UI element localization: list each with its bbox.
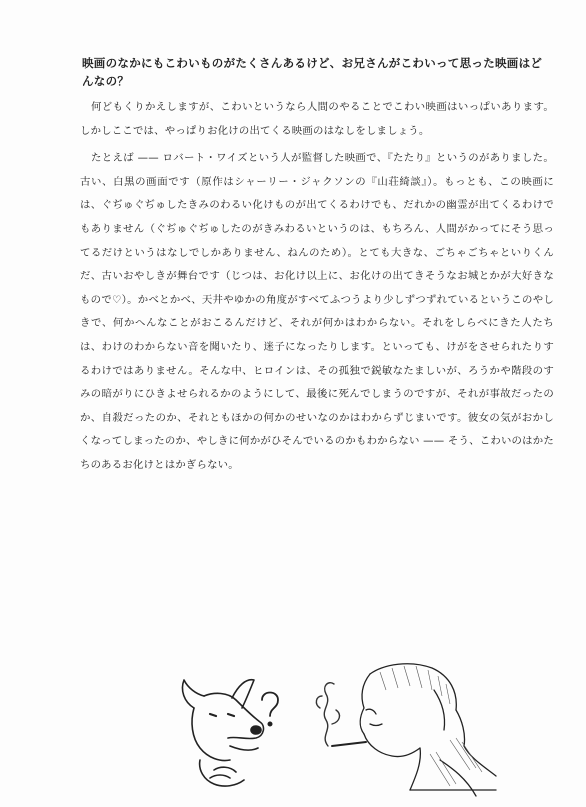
paragraph-1: 何どもくりかえしますが、こわいというなら人間のやることでこわい映画はいっぱいあります。しかしここでは、やっぱりお化けの出てくる映画のはなしをしましょう。 xyxy=(80,101,554,137)
question-mark-icon xyxy=(262,693,278,726)
cartoon-dog-drawing xyxy=(182,680,263,786)
hair-shading xyxy=(380,666,482,786)
smoke-drawing xyxy=(316,683,339,746)
question-heading: 映画のなかにもこわいものがたくさんあるけど、お兄さんがこわいって思った映画はどんなの？ xyxy=(82,56,543,88)
answer-body xyxy=(80,96,554,478)
illustration-dog-and-smoking-man xyxy=(170,650,500,800)
paragraph-2: たとえば —— ロバート・ワイズという人が監督した映画で、『たたり』というのがありました。古い、白黒の画面です（原作はシャーリー・ジャクソンの『山荘綺談』）。もっとも、この映画には、ぐぢゅぐぢゅしたきみのわるい化けものが出てくるわけでも、だれかの幽霊が出てくるわけでもありません（ぐぢゅぐぢゅしたのがきみわるいというのは、もちろん、人間がかってにそう思ってるだけというはなしでしかありません、ねんのため）。とても大きな、ごちゃごちゃといりくんだ、古いおやしきが舞台です（じつは、お化け以上に、お化けの出てきそうなお城とかが大好きなもので♡）。かべとかべ、天井やゆかの角度がすべてふつうより少しずつずれているというこのやしきで、何かへんなことがおこるんだけど、それが何かはわからない。それをしらべにきた人たちは、わけのわからない音を聞いたり、迷子になったりします。といっても、けがをさせられたりするわけではありません。そんな中、ヒロインは、その孤独で鋭敏なたましいが、ろうかや階段のすみの暗がりにひきよせられるかのようにして、最後に死んでしまうのですが、それが事故だったのか、自殺だったのか、それともほかの何かのせいなのかはわからずじまいです。彼女の気がおかしくなってしまったのか、やしきに何かがひそんでいるのかもわからない —— そう、こわいのはかたちのあるお化けとはかぎらない。 xyxy=(80,152,554,471)
smoking-man-drawing xyxy=(332,664,496,796)
